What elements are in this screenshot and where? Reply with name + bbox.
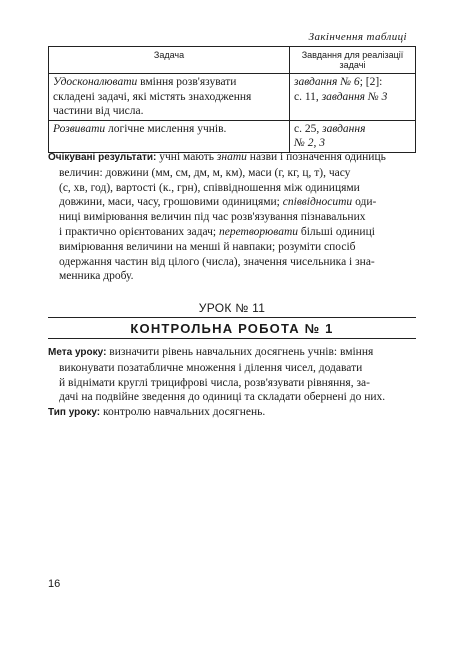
table-header-row: [49, 47, 416, 74]
expected-results-text: учні мають знати назви і позначення одиниць: [159, 151, 386, 163]
assignment-page: с. 25,: [294, 122, 323, 135]
expected-results-line: і практично орієнтованих задач; перетворювати більші одиниці: [59, 225, 375, 238]
expected-results-label: Очікувані результати:: [48, 152, 157, 163]
assignment-ref: № 2, 3: [294, 137, 325, 149]
task-text: частини від числа.: [53, 105, 144, 117]
table-row: [49, 74, 416, 121]
expected-results-line: ниці вимірювання величин під час розв'язування пізнавальних: [59, 211, 366, 224]
assignment-cell: [290, 74, 416, 121]
expected-results-line: одержання частин від цілого (числа), значення чисельника і зна-: [59, 255, 375, 268]
emphasized-word: співвідносити: [282, 196, 353, 209]
expected-results-line: величин: довжини (мм, см, дм, м, км), маси (г, кг, ц, т), часу: [59, 166, 351, 179]
task-cell: [49, 120, 290, 152]
lesson-aim-label: Мета уроку:: [48, 347, 107, 358]
lesson-aim-line: виконувати позатабличне множення і ділення чисел, додавати: [59, 361, 363, 374]
emphasized-word: перетворювати: [218, 225, 299, 238]
expected-results-line: довжини, маси, часу, грошовими одиницями; співвідносити оди-: [59, 196, 377, 209]
lesson-type-paragraph: [48, 405, 416, 421]
expected-results-line: [48, 150, 416, 166]
task-verb: Розвивати: [53, 122, 106, 135]
expected-results-line: (с, хв, год), вартості (к., грн), співвідношення між одиницями: [59, 181, 360, 194]
lesson-number: УРОК № 11: [198, 301, 266, 315]
lesson-title: КОНТРОЛЬНА РОБОТА № 1: [48, 317, 416, 339]
lesson-aim-paragraph: [48, 345, 416, 405]
expected-results-line: вимірювання величини на менші й навпаки; розуміти спосіб: [59, 240, 356, 253]
assignment-ref: завдання: [322, 122, 366, 135]
assignment-cell: [290, 120, 416, 152]
lesson-type-text: контролю навчальних досягнень.: [102, 406, 266, 418]
expected-results-line: менника дробу.: [59, 270, 134, 283]
lesson-aim-line: дачі на подвійне зведення до одиниці та складати обернені до них.: [59, 391, 386, 404]
task-text: вміння розв'язувати: [137, 76, 237, 88]
assignment-page: с. 11,: [294, 90, 322, 103]
tasks-table: [48, 46, 416, 153]
table-row: [49, 120, 416, 152]
task-verb: Удосконалювати: [53, 76, 138, 88]
task-text: логічне мислення учнів.: [105, 122, 227, 135]
lesson-aim-line: й віднімати круглі трицифрові числа, розв'язувати рівняння, за-: [59, 376, 370, 389]
column-header-task: Задача: [49, 47, 290, 74]
lesson-type-label: Тип уроку:: [48, 407, 101, 418]
lesson-aim-text: визначити рівень навчальних досягнень учнів: вміння: [109, 346, 374, 358]
page-number: 16: [48, 578, 61, 590]
task-cell: [49, 74, 290, 121]
assignment-source: ; [2]:: [359, 76, 383, 88]
assignment-ref: завдання № 6: [294, 76, 360, 88]
table-continuation-label: Закінчення таблиці: [308, 31, 407, 43]
assignment-ref: завдання № 3: [321, 90, 388, 103]
expected-results-paragraph: [48, 150, 416, 284]
emphasized-word: знати: [216, 151, 247, 163]
task-text: складені задачі, які містять знаходження: [53, 90, 252, 103]
column-header-assignment: Завдання для реалізації задачі: [290, 47, 416, 74]
